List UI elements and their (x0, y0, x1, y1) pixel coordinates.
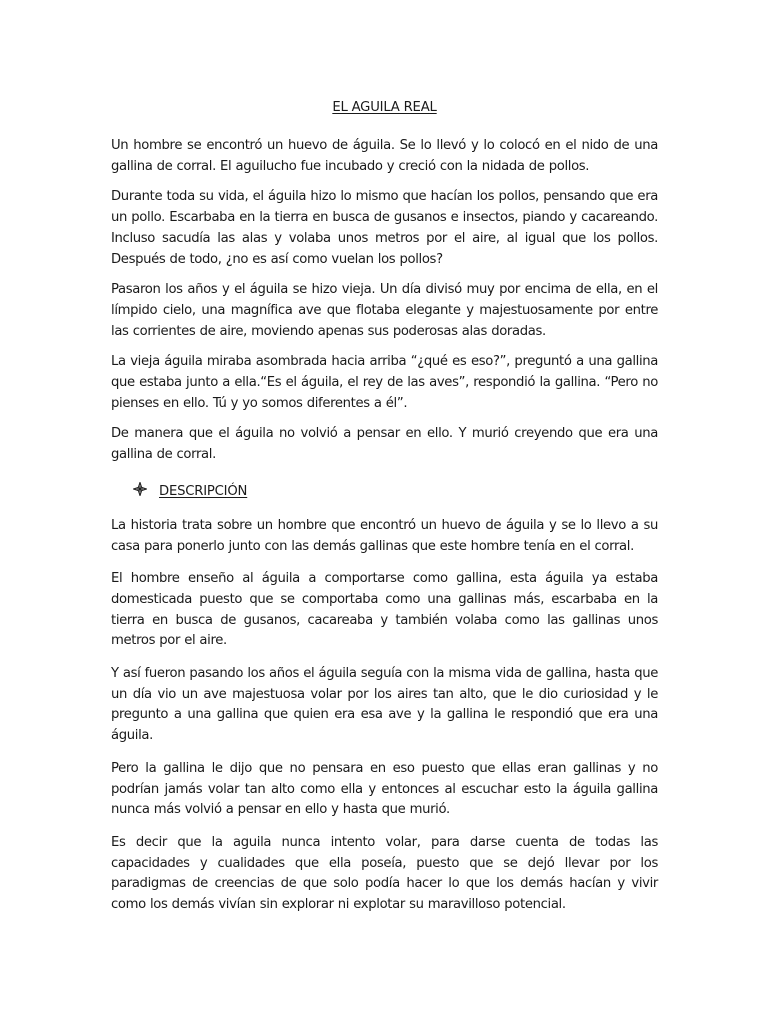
diamond-bullet-svg (133, 482, 147, 496)
description-body (111, 516, 658, 916)
description-paragraph-2: El hombre enseño al águila a comportarse como gallina, esta águila ya estaba domesticada puesto que se comportaba como una gallinas más, escarbaba en la tierra en busca de gusanos, cacareaba y también volaba como las gallinas unos metros por el aire. (111, 571, 658, 649)
document-title: EL AGUILA REAL (332, 100, 437, 115)
description-paragraph-4: Pero la gallina le dijo que no pensara en eso puesto que ellas eran gallinas y no podrían jamás volar tan alto como ella y entonces al escuchar esto la águila gallina nunca más volvió a pensar en ello y hasta que murió. (111, 760, 658, 818)
description-paragraph-5: Es decir que la aguila nunca intento volar, para darse cuenta de todas las capacidades y cualidades que ella poseía, puesto que se dejó llevar por los paradigmas de creencias de que solo podía hacer lo que los demás hacían y vivir como los demás vivían sin explorar ni explotar su maravilloso potencial. (111, 834, 658, 913)
story-body (111, 136, 658, 466)
section-heading (133, 482, 658, 502)
story-paragraph-5: De manera que el águila no volvió a pensar en ello. Y murió creyendo que era una gallina de corral. (111, 426, 658, 463)
section-heading-text: DESCRIPCIÓN (159, 483, 248, 499)
story-paragraph-3: Pasaron los años y el águila se hizo vieja. Un día divisó muy por encima de ella, en el límpido cielo, una magnífica ave que flotaba elegante y majestuosamente por entre las corrientes de aire, moviendo apenas sus poderosas alas doradas. (111, 282, 658, 339)
story-paragraph-4: La vieja águila miraba asombrada hacia arriba “¿qué es eso?”, preguntó a una gallina que estaba junto a ella.“Es el águila, el rey de las aves”, respondió la gallina. “Pero no pienses en ello. Tú y yo somos diferentes a él”. (111, 354, 658, 411)
diamond-bullet-icon (133, 482, 149, 502)
story-paragraph-1: Un hombre se encontró un huevo de águila. Se lo llevó y lo colocó en el nido de una gallina de corral. El aguilucho fue incubado y creció con la nidada de pollos. (111, 138, 658, 174)
description-paragraph-1: La historia trata sobre un hombre que encontró un huevo de águila y se lo llevo a su casa para ponerlo junto con las demás gallinas que este hombre tenía en el corral. (111, 517, 658, 554)
document-page (111, 98, 658, 928)
story-paragraph-2: Durante toda su vida, el águila hizo lo mismo que hacían los pollos, pensando que era un pollo. Escarbaba en la tierra en busca de gusanos e insectos, piando y cacareando. Incluso sacudía las alas y volaba unos metros por el aire, al igual que los pollos. Después de todo, ¿no es así como vuelan los pollos? (111, 189, 658, 267)
description-paragraph-3: Y así fueron pasando los años el águila seguía con la misma vida de gallina, hasta que un día vio un ave majestuosa volar por los aires tan alto, que le dio curiosidad y le pregunto a una gallina que quien era esa ave y la gallina le respondió que era una águila. (111, 666, 658, 744)
